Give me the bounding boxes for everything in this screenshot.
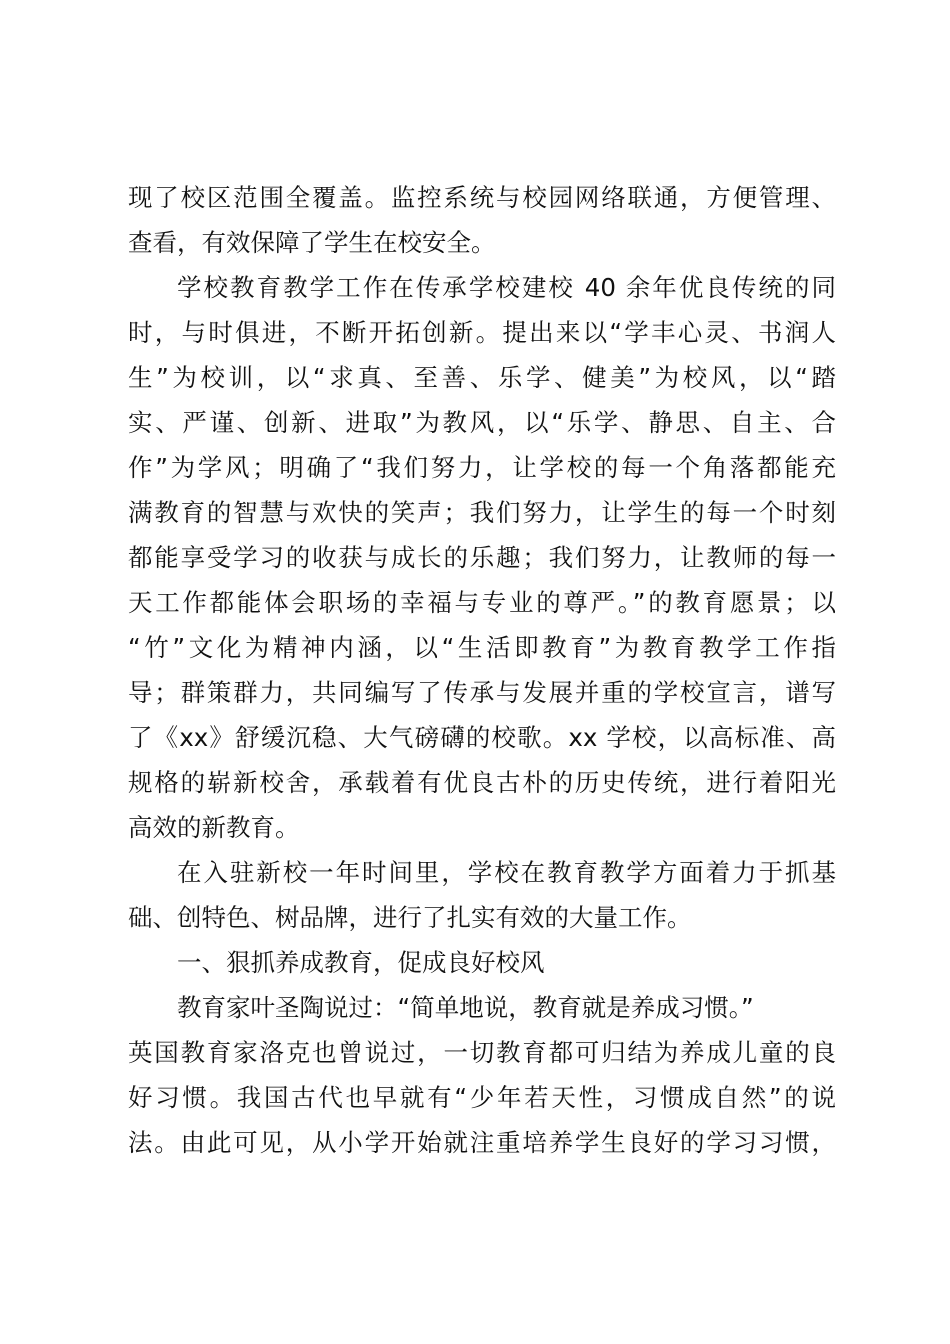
text-line: 法。由此可见，从小学开始就注重培养学生良好的学习习惯， — [128, 1128, 836, 1157]
text-line: 天工作都能体会职场的幸福与专业的尊严。”的教育愿景；以 — [128, 588, 836, 617]
text-line: “竹”文化为精神内涵，以“生活即教育”为教育教学工作指 — [128, 633, 836, 662]
text-line: 生”为校训，以“求真、至善、乐学、健美”为校风，以“踏 — [128, 363, 836, 392]
text-line: 导；群策群力，共同编写了传承与发展并重的学校宣言，谱写 — [128, 678, 836, 707]
text-line: 都能享受学习的收获与成长的乐趣；我们努力，让教师的每一 — [128, 543, 836, 572]
text-line: 实、严谨、创新、进取”为教风，以“乐学、静思、自主、合 — [128, 408, 836, 437]
text-line: 础、创特色、树品牌，进行了扎实有效的大量工作。 — [128, 903, 692, 932]
text-line: 高效的新教育。 — [128, 813, 300, 842]
paragraph-first-line: 学校教育教学工作在传承学校建校 40 余年优良传统的同 — [177, 273, 836, 302]
text-line: 规格的崭新校舍，承载着有优良古朴的历史传统，进行着阳光 — [128, 768, 836, 797]
text-line: 作”为学风；明确了“我们努力，让学校的每一个角落都能充 — [128, 453, 836, 482]
paragraph-first-line: 在入驻新校一年时间里，学校在教育教学方面着力于抓基 — [177, 858, 836, 887]
text-line: 现了校区范围全覆盖。监控系统与校园网络联通，方便管理、 — [128, 183, 836, 212]
section-heading: 一、狠抓养成教育，促成良好校风 — [177, 948, 545, 977]
text-line: 满教育的智慧与欢快的笑声；我们努力，让学生的每一个时刻 — [128, 498, 836, 527]
text-line: 时，与时俱进，不断开拓创新。提出来以“学丰心灵、书润人 — [128, 318, 836, 347]
paragraph-first-line: 教育家叶圣陶说过：“简单地说，教育就是养成习惯。” — [177, 993, 754, 1022]
text-line: 好习惯。我国古代也早就有“少年若天性，习惯成自然”的说 — [128, 1083, 836, 1112]
text-line: 英国教育家洛克也曾说过，一切教育都可归结为养成儿童的良 — [128, 1038, 836, 1067]
text-line: 了《xx》舒缓沉稳、大气磅礴的校歌。xx 学校，以高标准、高 — [128, 723, 836, 752]
text-line: 查看，有效保障了学生在校安全。 — [128, 228, 496, 257]
body-text — [128, 175, 836, 1165]
